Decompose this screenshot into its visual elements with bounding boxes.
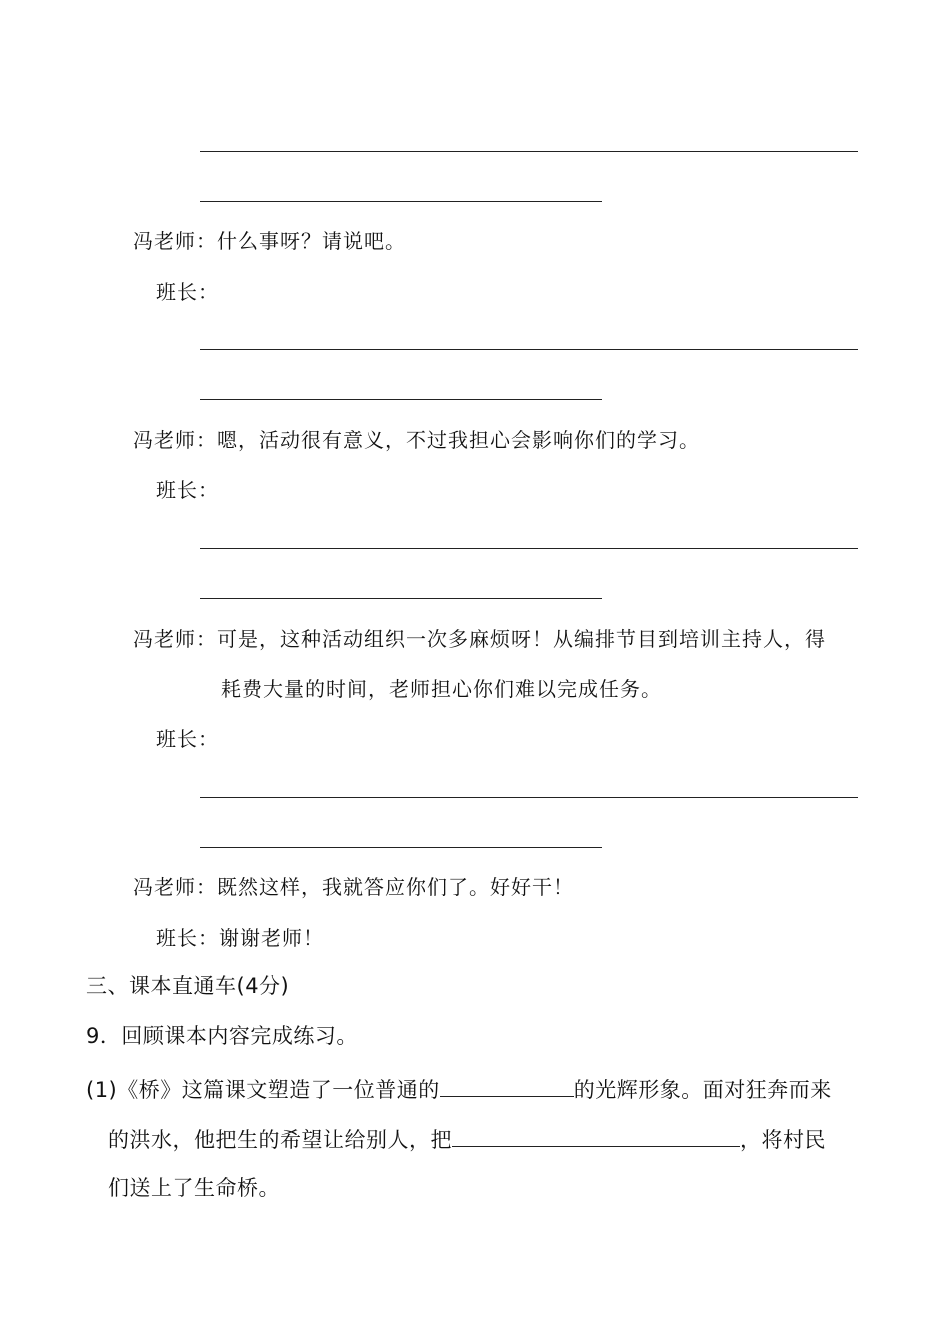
question-9-1-line-2 [108, 1126, 826, 1152]
dialogue-monitor-final [156, 926, 324, 950]
question-9-1-line-1 [86, 1076, 832, 1102]
dialogue-teacher-3-cont [221, 677, 662, 701]
dialogue-teacher-3 [133, 627, 826, 651]
teacher-line-cont: 耗费大量的时间，老师担心你们难以完成任务。 [221, 677, 662, 701]
teacher-label: 冯老师： [133, 627, 217, 651]
teacher-label: 冯老师： [133, 229, 217, 253]
monitor-label: 班长： [156, 280, 219, 304]
answer-line[interactable] [200, 598, 602, 599]
dialogue-teacher-1 [133, 229, 406, 253]
q9-1-text: (1)《桥》这篇课文塑造了一位普通的 [86, 1078, 440, 1102]
section-heading: 三、课本直通车(4分) [86, 974, 290, 998]
question-9: 9．回顾课本内容完成练习。 [86, 1024, 358, 1048]
monitor-label: 班长： [156, 727, 219, 751]
dialogue-teacher-4 [133, 875, 574, 899]
teacher-label: 冯老师： [133, 875, 217, 899]
answer-line[interactable] [200, 151, 858, 152]
monitor-label: 班长： [156, 478, 219, 502]
teacher-line: 既然这样，我就答应你们了。好好干！ [217, 875, 574, 899]
monitor-label: 班长： [156, 926, 219, 950]
answer-line[interactable] [200, 548, 858, 549]
teacher-line: 嗯，活动很有意义，不过我担心会影响你们的学习。 [217, 428, 700, 452]
answer-line[interactable] [200, 847, 602, 848]
q9-1-text: ，将村民 [740, 1128, 826, 1152]
answer-line[interactable] [200, 797, 858, 798]
monitor-line: 谢谢老师！ [219, 926, 324, 950]
answer-line[interactable] [200, 349, 858, 350]
dialogue-teacher-2 [133, 428, 700, 452]
dialogue-monitor-1 [156, 280, 219, 304]
q9-1-text: 的洪水，他把生的希望让给别人，把 [108, 1128, 452, 1152]
answer-line[interactable] [200, 399, 602, 400]
fill-blank[interactable] [440, 1076, 574, 1097]
dialogue-monitor-2 [156, 478, 219, 502]
q9-1-text: 们送上了生命桥。 [108, 1176, 280, 1200]
question-9-1-line-3 [108, 1176, 280, 1200]
q9-1-text: 的光辉形象。面对狂奔而来 [573, 1078, 832, 1102]
fill-blank[interactable] [452, 1126, 740, 1147]
answer-line[interactable] [200, 201, 602, 202]
teacher-line: 可是，这种活动组织一次多麻烦呀！从编排节目到培训主持人，得 [217, 627, 826, 651]
dialogue-monitor-3 [156, 727, 219, 751]
teacher-label: 冯老师： [133, 428, 217, 452]
teacher-line: 什么事呀？请说吧。 [217, 229, 406, 253]
